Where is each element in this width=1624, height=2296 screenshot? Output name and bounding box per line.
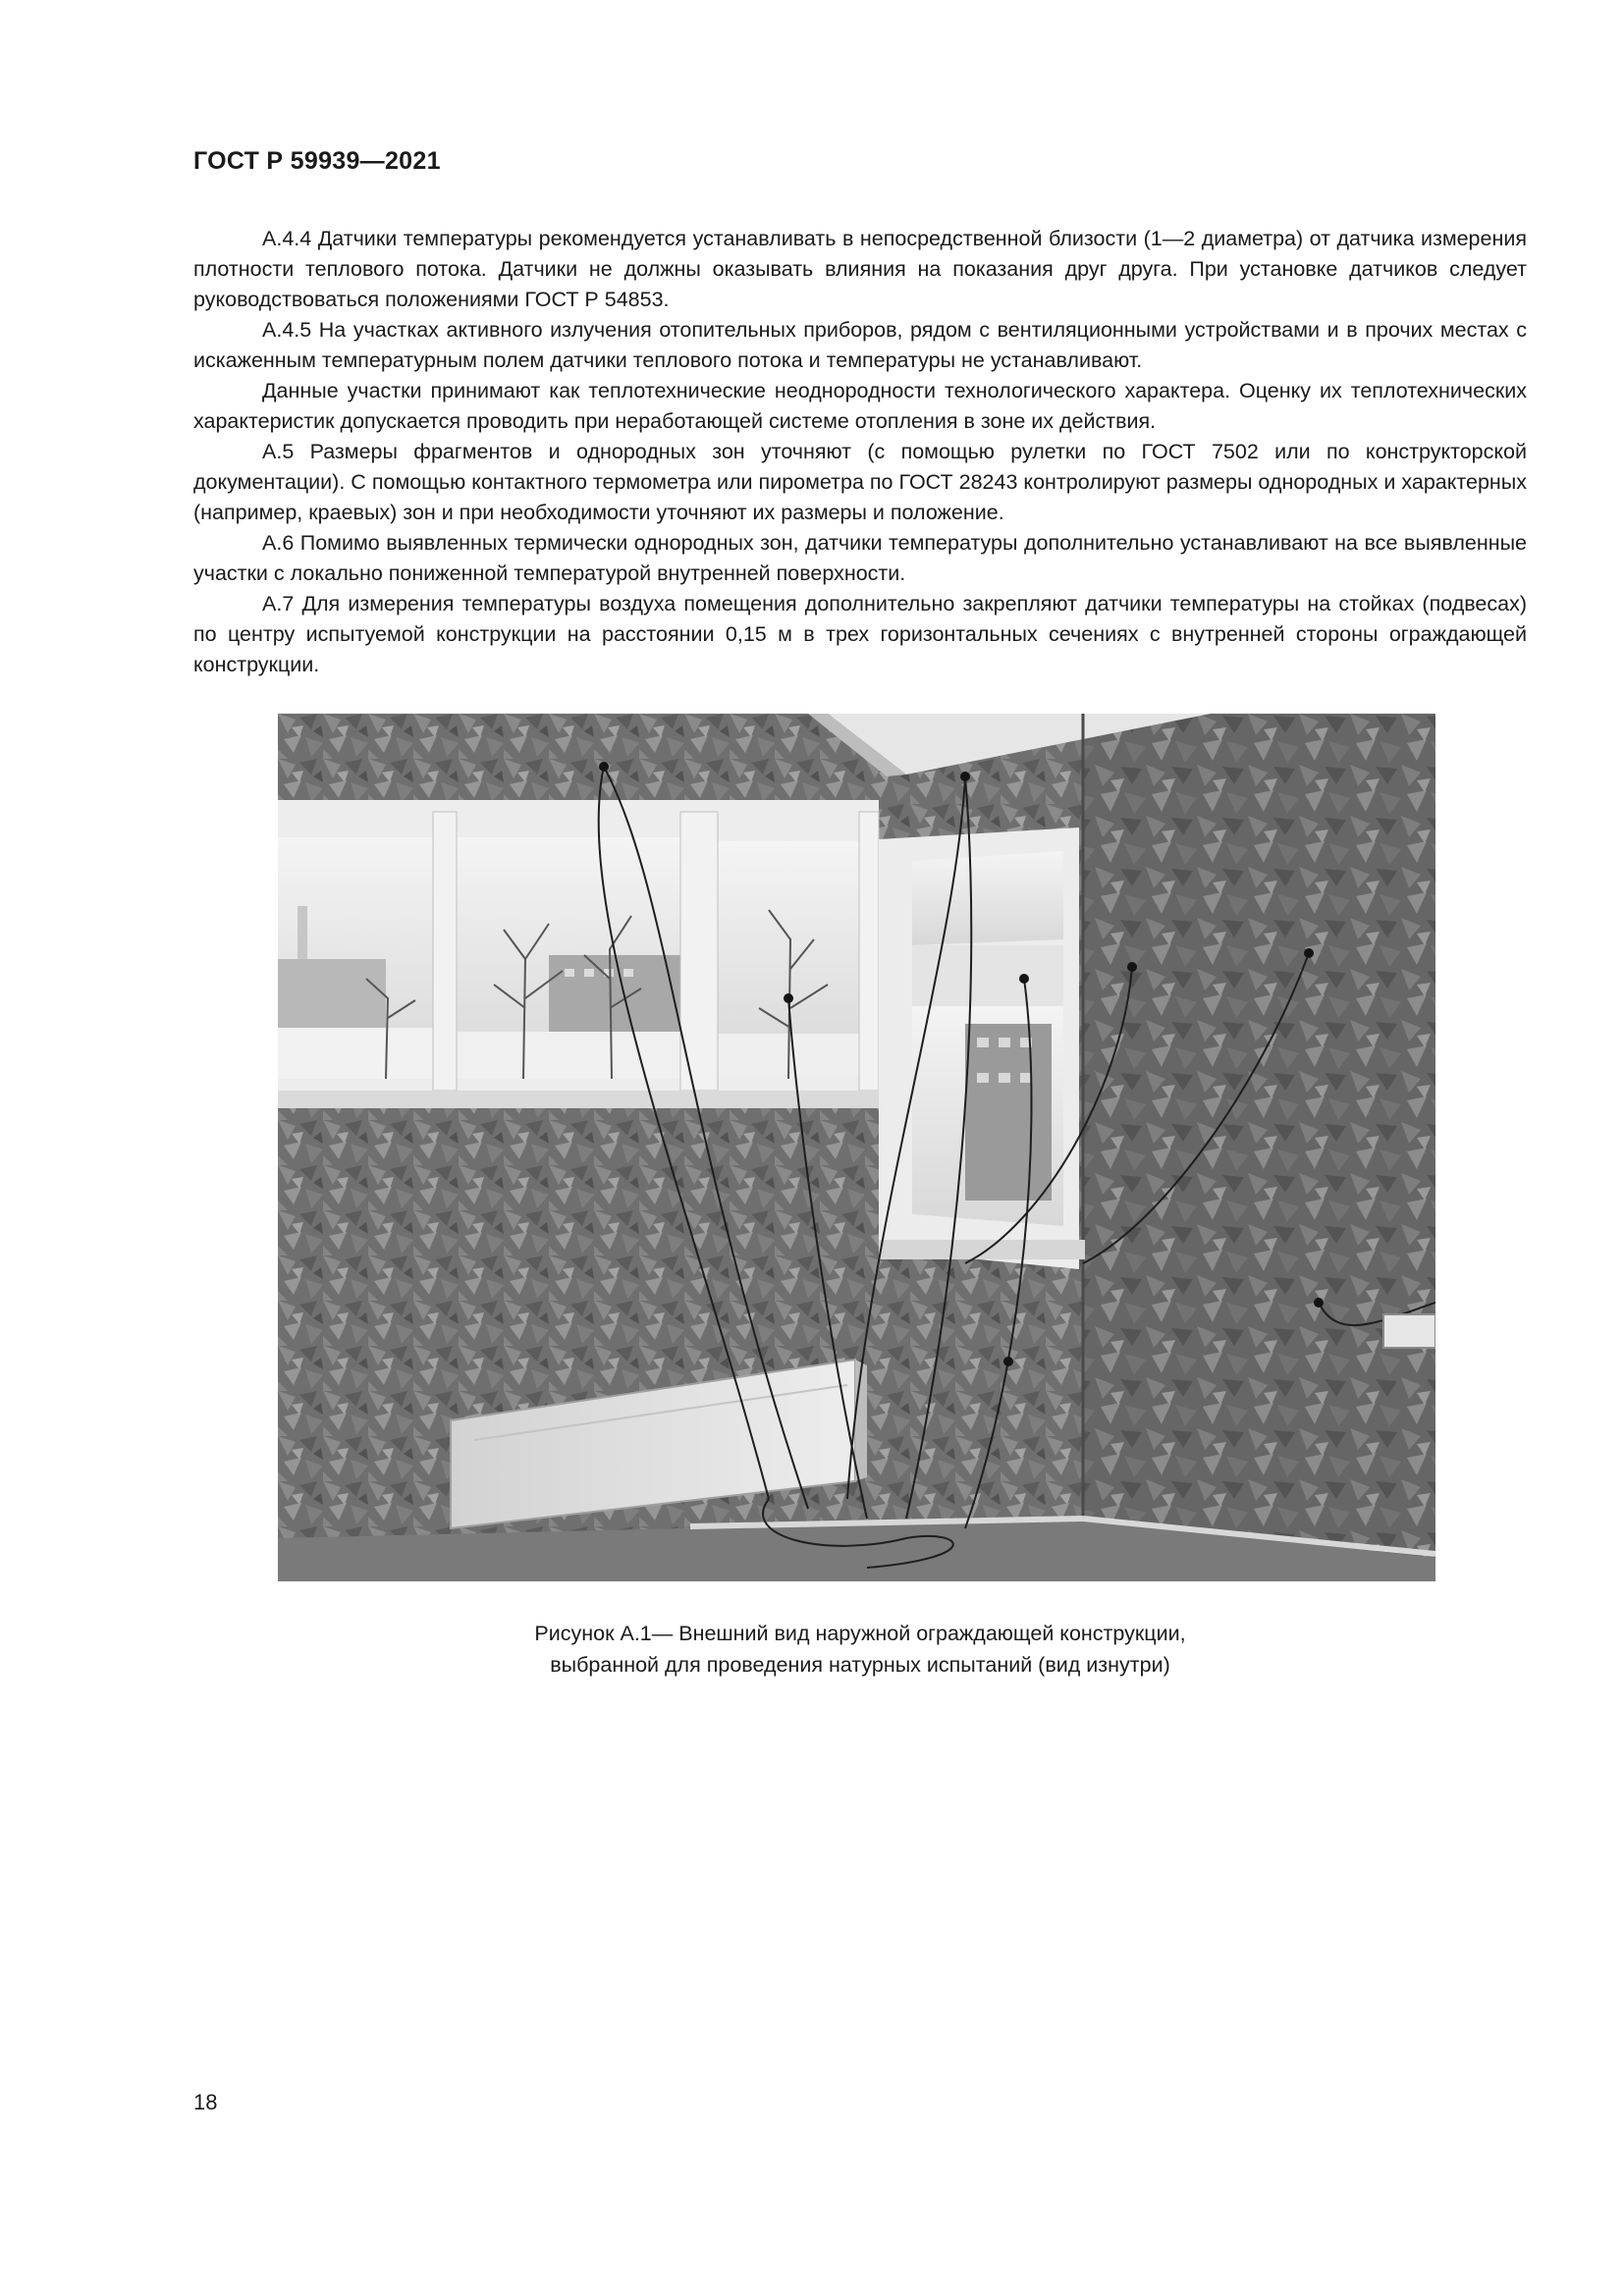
paragraph-a-5: А.5 Размеры фрагментов и однородных зон уточняют (с помощью рулетки по ГОСТ 7502 или по конструкторской документации). С помощью контактного термометра или пирометра по ГОСТ 28243 контролируют размеры однородных и характерных (например, краевых) зон и при необходимости уточняют их размеры и положение.	[193, 440, 1527, 524]
paragraph-a-4-4: А.4.4 Датчики температуры рекомендуется устанавливать в непосредственной близости (1—2 диаметра) от датчика измерения плотности теплового потока. Датчики не должны оказывать влияния на показания друг друга. При установке датчиков следует руководствоваться положениями ГОСТ Р 54853.	[193, 227, 1527, 311]
paragraph-a-6: А.6 Помимо выявленных термически однородных зон, датчики температуры дополнительно устанавливают на все выявленные участки с локально пониженной температурой внутренней поверхности.	[193, 531, 1527, 585]
figure-caption	[193, 1618, 1527, 1681]
window-sill	[278, 1091, 906, 1108]
wall-outlet	[1383, 1314, 1435, 1348]
paragraph-a-4-5: А.4.5 На участках активного излучения отопительных приборов, рядом с вентиляционными устройствами и в прочих местах с искаженным температурным полем датчики теплового потока и температуры не устанавливают.	[193, 318, 1527, 372]
side-wall	[1083, 714, 1435, 1581]
outside-apartment-block	[965, 1024, 1052, 1201]
figure-room-photo	[278, 714, 1435, 1581]
paragraph-a-7: А.7 Для измерения температуры воздуха помещения дополнительно закрепляют датчики температуры на стойках (подвесах) по центру испытуемой конструкции на расстоянии 0,15 м в трех горизонтальных сечениях с внутренней стороны ограждающей конструкции.	[193, 592, 1527, 676]
document-header: ГОСТ Р 59939—2021	[193, 147, 441, 175]
paragraph-heterogeneity: Данные участки принимают как теплотехнические неоднородности технологического характера. Оценку их теплотехнических характеристик допускается проводить при неработающей системе отопления в зоне их действия.	[193, 379, 1527, 433]
page-number: 18	[193, 2090, 218, 2114]
caption-line-2: выбранной для проведения натурных испытаний (вид изнутри)	[550, 1653, 1170, 1677]
room-photo-illustration	[278, 714, 1435, 1581]
body-text	[193, 224, 1527, 680]
caption-line-1: Рисунок А.1— Внешний вид наружной ограждающей конструкции,	[534, 1622, 1186, 1645]
